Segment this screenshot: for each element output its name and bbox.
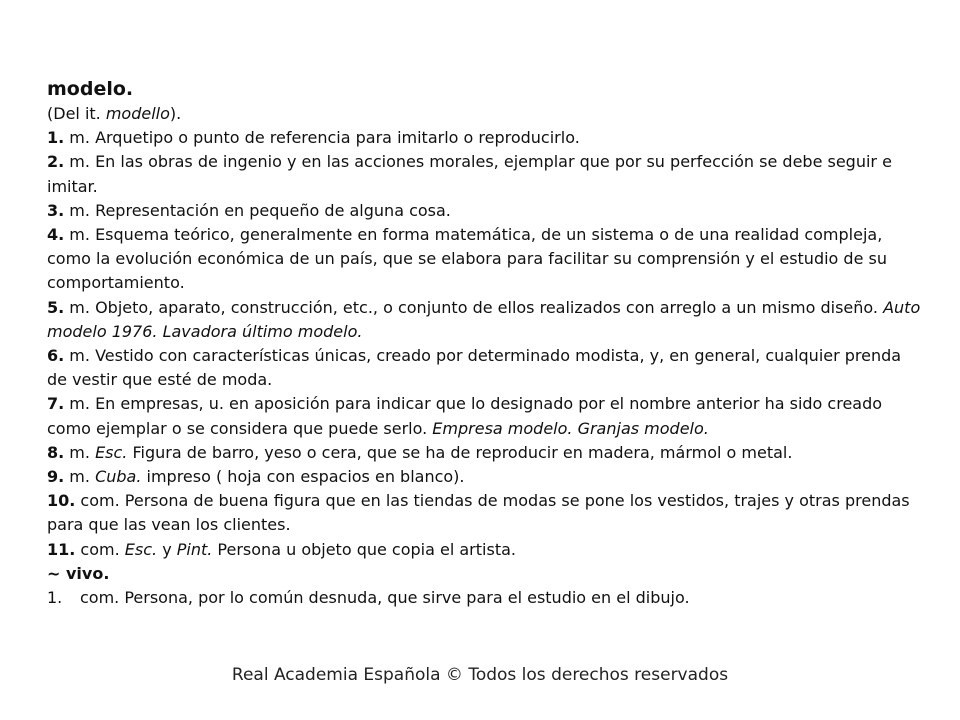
sense-italic-text: Esc. — [95, 442, 128, 462]
sense-text: m. — [64, 442, 96, 462]
sense-number: 1. — [47, 128, 65, 148]
sense-italic-text: Cuba. — [95, 467, 142, 487]
sense-number: 5. — [47, 297, 65, 317]
sense-number: 3. — [47, 200, 65, 220]
sense-text: m. Esquema teórico, generalmente en forma matemática, de un sistema o de una realidad compleja, como la evolución económica de un país, que se elabora para facilitar su comprensión y el estudio de su comportamiento. — [47, 225, 887, 293]
sense-number: 8. — [47, 442, 65, 462]
sense-5 — [47, 296, 923, 344]
sense-11 — [47, 538, 923, 562]
sense-6 — [47, 344, 923, 392]
sense-text: com. Persona de buena figura que en las tiendas de modas se pone los vestidos, trajes y otras prendas para que las vean los clientes. — [47, 491, 910, 535]
sublemma-sense-text: com. Persona, por lo común desnuda, que sirve para el estudio en el dibujo. — [80, 588, 690, 608]
sense-number: 7. — [47, 394, 65, 414]
sense-text: m. Vestido con características únicas, creado por determinado modista, y, en general, cualquier prenda de vestir que esté de moda. — [47, 346, 902, 390]
sense-text: Persona u objeto que copia el artista. — [212, 539, 516, 559]
sense-italic-text: Esc. — [124, 539, 158, 559]
sense-text: m. Objeto, aparato, construcción, etc., o conjunto de ellos realizados con arreglo a un mismo diseño. — [64, 297, 884, 317]
sense-number: 9. — [47, 467, 65, 487]
sense-1 — [47, 126, 923, 150]
sublemma-sense-number: 1. — [47, 588, 63, 608]
etymology-prefix: (Del it. — [47, 104, 106, 123]
sense-text: m. — [64, 467, 96, 487]
sublemma-sense-1 — [47, 586, 923, 610]
sense-text: m. En las obras de ingenio y en las acciones morales, ejemplar que por su perfección se debe seguir e imitar. — [47, 152, 892, 196]
sense-italic-text: Pint. — [176, 539, 213, 559]
sense-text: y — [157, 539, 177, 559]
copyright-footer: Real Academia Española © Todos los derechos reservados — [231, 665, 729, 685]
headword: modelo. — [47, 78, 134, 100]
sense-number: 10. — [47, 491, 76, 511]
sense-list — [47, 126, 923, 562]
sense-number: 6. — [47, 346, 65, 366]
etymology-suffix: ). — [169, 104, 182, 123]
sense-number: 11. — [47, 539, 76, 559]
sense-text: com. — [75, 539, 125, 559]
dictionary-entry — [47, 76, 923, 610]
sense-number: 2. — [47, 152, 65, 172]
sense-3 — [47, 199, 923, 223]
sublemma-sense-list — [47, 586, 923, 610]
sense-4 — [47, 223, 923, 296]
sublemma-label: ~ vivo. — [47, 563, 110, 583]
sense-10 — [47, 489, 923, 537]
sense-text: m. En empresas, u. en aposición para indicar que lo designado por el nombre anterior ha sido creado como ejemplar o se considera que puede serlo. — [47, 394, 883, 438]
sense-text: impreso ( hoja con espacios en blanco). — [141, 467, 465, 487]
etymology — [47, 102, 923, 126]
sense-9 — [47, 465, 923, 489]
sense-text: m. Arquetipo o punto de referencia para imitarlo o reproducirlo. — [64, 128, 580, 148]
sense-8 — [47, 441, 923, 465]
sense-text: m. Representación en pequeño de alguna cosa. — [64, 200, 451, 220]
sense-2 — [47, 150, 923, 198]
sense-7 — [47, 392, 923, 440]
sense-text: Figura de barro, yeso o cera, que se ha de reproducir en madera, mármol o metal. — [127, 442, 793, 462]
sense-italic-text: Auto modelo 1976. Lavadora último modelo. — [47, 297, 921, 341]
sense-italic-text: Empresa modelo. Granjas modelo. — [432, 418, 709, 438]
sense-number: 4. — [47, 225, 65, 245]
etymology-word: modello — [105, 104, 170, 123]
